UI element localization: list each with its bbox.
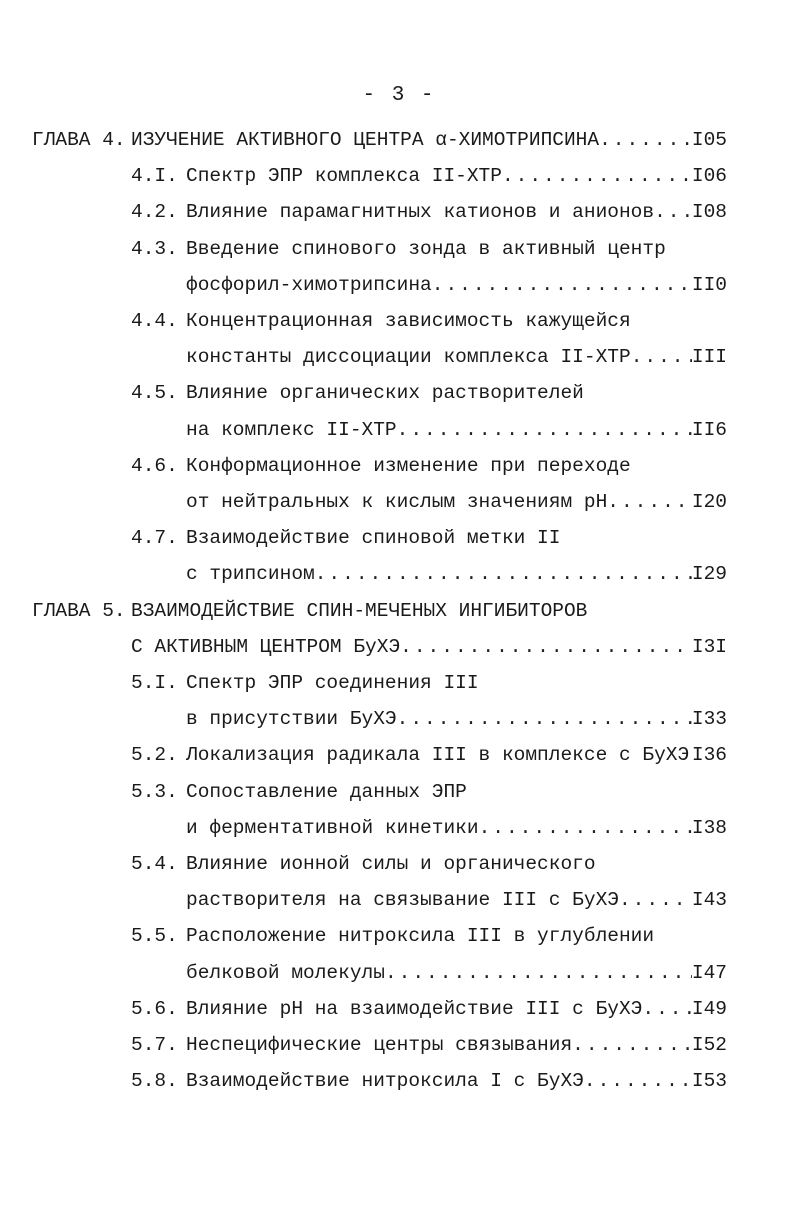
section-title: фосфорил-химотрипсина [186,273,432,296]
chapter-label: ГЛАВА 4. [32,129,126,151]
section-title: Неспецифические центры связывания [186,1034,573,1056]
dot-leader [385,955,692,991]
dot-leader [502,158,692,194]
toc-entry [0,194,798,230]
section-number: 5.5. [131,925,178,948]
toc-entry [0,158,798,194]
section-title: Спектр ЭПР комплекса II-ХТР [186,165,502,188]
toc-entry [0,375,798,411]
section-number: 5.7. [131,1034,178,1056]
toc-entry [0,339,798,375]
chapter-title: ВЗАИМОДЕЙСТВИЕ СПИН-МЕЧЕНЫХ ИНГИБИТОРОВ [131,599,588,622]
page-ref: I52 [691,1034,727,1056]
toc-entry [0,122,798,158]
section-number: 5.8. [131,1070,178,1093]
page-ref: I05 [691,129,727,151]
section-number: 5.I. [131,672,178,694]
dot-leader [479,810,692,846]
toc-entry [0,701,798,737]
section-title: в присутствии БуХЭ [186,708,397,731]
section-title: с трипсином [186,563,315,586]
dot-leader [642,991,692,1027]
page-ref: I3I [691,635,727,658]
section-title: Влияние органических растворителей [186,382,584,405]
dot-leader [654,194,692,230]
page-ref: I06 [691,165,727,188]
dot-leader [599,122,692,158]
toc-entry [0,629,798,665]
section-title: растворителя на связывание III с БуХЭ [186,889,619,912]
dot-leader [584,1063,692,1099]
toc-entry [0,520,798,556]
section-title: Локализация радикала III в комплексе с БуХЭ [186,744,690,767]
dot-leader [315,556,692,592]
section-title: белковой молекулы [186,961,385,984]
chapter-title: С АКТИВНЫМ ЦЕНТРОМ БуХЭ [131,635,401,658]
section-number: 4.6. [131,454,178,477]
section-title: Взаимодействие нитроксила I с БуХЭ [186,1070,584,1093]
dot-leader [607,484,692,520]
page-ref: I33 [691,708,727,731]
dot-leader [631,339,692,375]
section-title: на комплекс II-ХТР [186,418,397,441]
toc-entry [0,267,798,303]
section-title: от нейтральных к кислым значениям рН [186,491,608,513]
section-title: и ферментативной кинетики [186,816,479,839]
section-number: 5.6. [131,997,178,1020]
toc-entry [0,1027,798,1063]
toc-entry [0,231,798,267]
toc-entry [0,412,798,448]
section-number: 4.5. [131,382,178,405]
section-title: Введение спинового зонда в активный центр [186,237,666,260]
toc-entry [0,303,798,339]
toc-entry [0,846,798,882]
section-title: Взаимодействие спиновой метки II [186,527,561,550]
page-ref: I53 [691,1070,727,1093]
dot-leader [572,1027,692,1063]
page-ref: I43 [691,889,727,912]
section-title: Влияние ионной силы и органического [186,853,596,875]
toc-entry [0,918,798,954]
section-title: Спектр ЭПР соединения III [186,672,479,694]
dot-leader [432,267,692,303]
page-ref: II6 [691,418,727,441]
section-number: 4.4. [131,310,178,332]
page-ref: I08 [691,201,727,224]
section-number: 5.4. [131,853,178,875]
page-ref: II0 [691,273,727,296]
section-title: Влияние парамагнитных катионов и анионов [186,201,655,224]
page-ref: I38 [691,816,727,839]
section-title: Концентрационная зависимость кажущейся [186,310,631,332]
section-title: Конформационное изменение при переходе [186,454,631,477]
page-ref: I29 [691,563,727,586]
page-number: - 3 - [362,84,436,107]
section-number: 4.2. [131,201,178,224]
toc-entry [0,593,798,629]
dot-leader [400,629,692,665]
page-ref: I36 [691,744,727,767]
toc-entry [0,882,798,918]
section-number: 4.3. [131,237,178,260]
toc-entry [0,810,798,846]
toc-entry [0,556,798,592]
toc-entry [0,484,798,520]
section-title: Сопоставление данных ЭПР [186,780,467,803]
chapter-label: ГЛАВА 5. [32,599,126,622]
dot-leader [619,882,692,918]
toc-entry [0,1063,798,1099]
page-ref: III [691,346,727,369]
section-title: Расположение нитроксила III в углублении [186,925,655,948]
section-number: 5.3. [131,780,178,803]
page-ref: I49 [691,997,727,1020]
section-number: 4.I. [131,165,178,188]
dot-leader [397,701,692,737]
toc-entry [0,774,798,810]
section-number: 4.7. [131,527,178,550]
page-ref: I47 [691,961,727,984]
toc-entry [0,955,798,991]
section-title: Влияние рН на взаимодействие III с БуХЭ [186,997,643,1020]
section-number: 5.2. [131,744,178,767]
chapter-title: ИЗУЧЕНИЕ АКТИВНОГО ЦЕНТРА α-ХИМОТРИПСИНА [131,129,600,151]
toc-entry [0,665,798,701]
toc-entry [0,737,798,773]
page-ref: I20 [691,491,727,513]
toc-entry [0,448,798,484]
section-title: константы диссоциации комплекса II-ХТР [186,346,631,369]
dot-leader [397,412,692,448]
toc-entry [0,991,798,1027]
